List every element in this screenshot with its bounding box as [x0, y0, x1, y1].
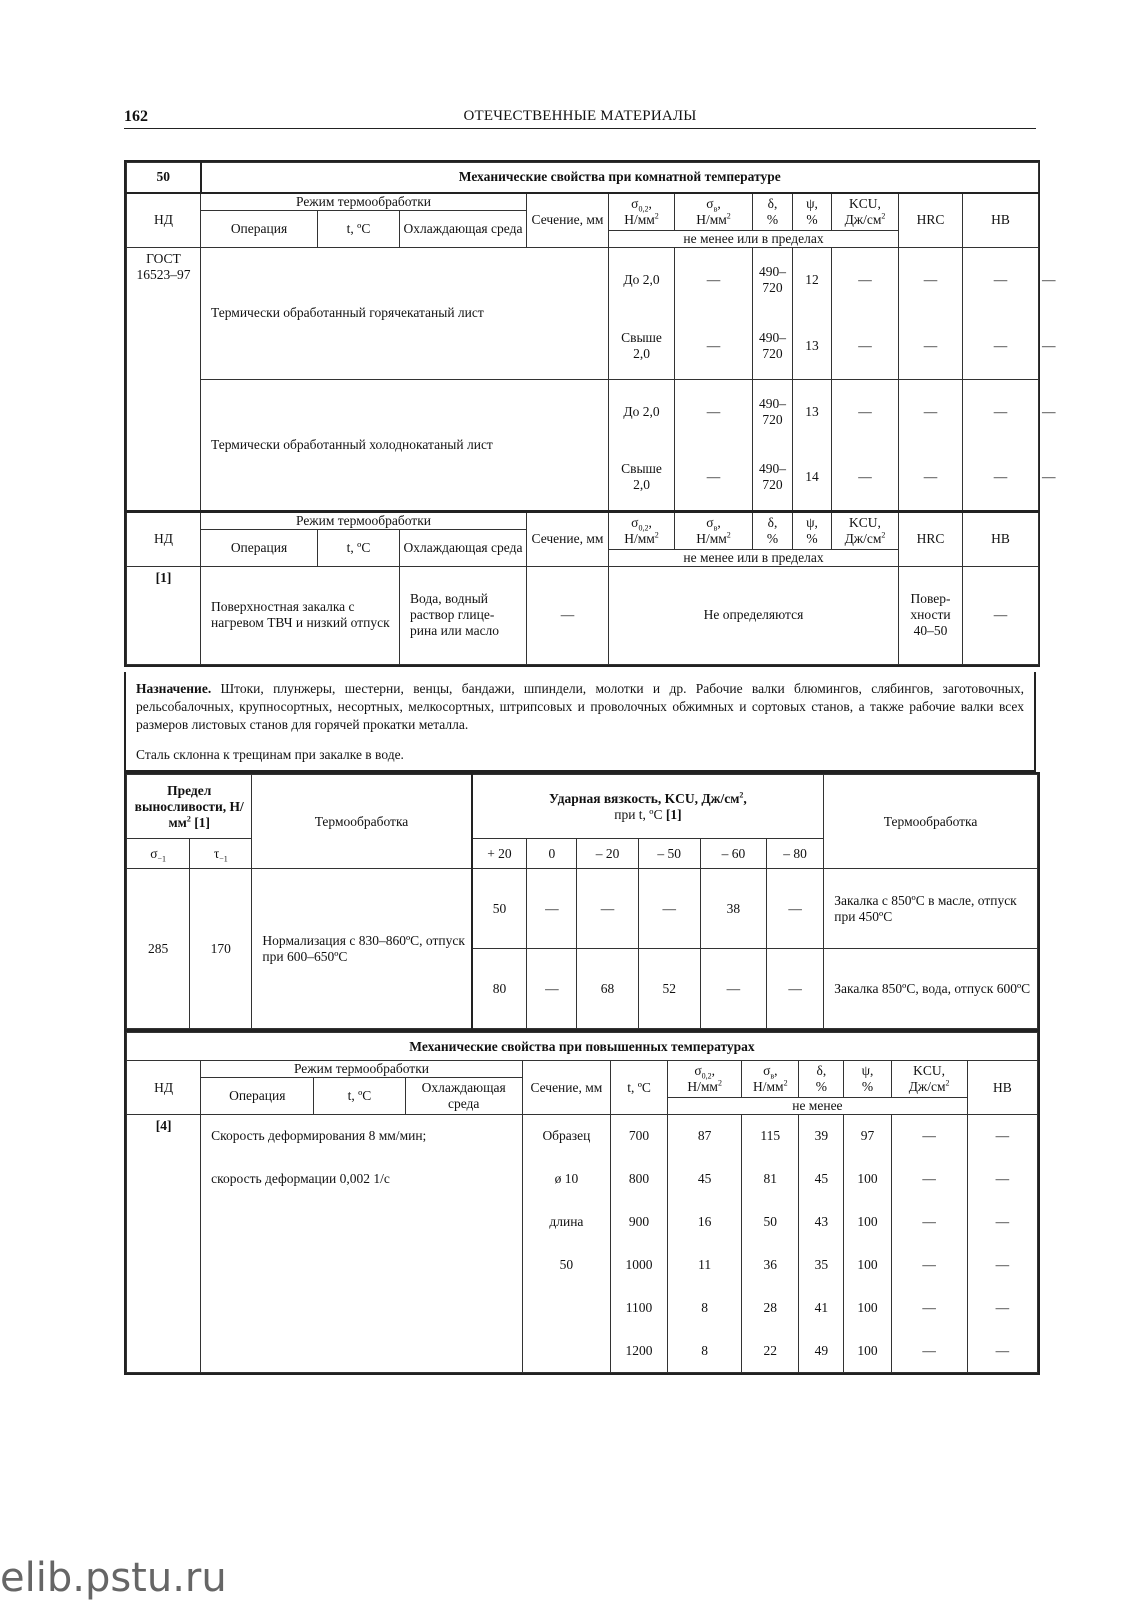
table-cell — [799, 1061, 844, 1098]
text: при t, ºС — [614, 806, 663, 822]
table-row — [127, 1287, 1038, 1330]
op-rate-a: Скорость деформирования 8 мм/мин; — [201, 1115, 523, 1158]
text: 0,2 — [638, 204, 649, 214]
text: % — [861, 1079, 874, 1094]
table-cell: — — [963, 445, 1039, 511]
table-cell: — — [767, 949, 824, 1029]
table-cell: — — [967, 1244, 1037, 1287]
text: 2 — [726, 530, 731, 539]
impact-treatment: Закалка с 850ºС в масле, отпуск при 450ºС — [824, 869, 1038, 949]
table-row — [127, 775, 1038, 839]
table-cell: 50 — [522, 1244, 610, 1287]
text: τ — [213, 845, 220, 861]
table-cell: 490–720 — [753, 445, 793, 511]
text: Предел выносливости, Н/мм — [134, 782, 244, 830]
col-cool-2: Охлаждающая среда — [400, 529, 527, 566]
op-hot-rolled: Термически обработанный горячекатаный лист — [201, 247, 609, 379]
purpose-block — [124, 672, 1036, 772]
col-t-2: t, ºС — [318, 529, 400, 566]
normalization-treatment: Нормализация с 830–860ºС, отпуск при 600–650ºС — [252, 869, 472, 1029]
text: Дж/см — [908, 1079, 946, 1094]
purpose-text: Штоки, плунжеры, шестерни, венцы, бандажи, шпиндели, молотки и др. Рабочие валки блюмингов, слябингов, заготовочных, рельсобалочных, крупносортных, несортных, мелкосортных, штрипсовых и проволочных обжимных и сортовых станов, а также рабочие валки всех размеров листовых станов для горячей прокатки металла. — [136, 681, 1024, 732]
text: [1] — [194, 814, 210, 830]
min-label: не менее — [668, 1098, 968, 1115]
table-row: Термически обработанный холоднокатаный лист До 2,0 — 490–720 13 — — — — — [127, 379, 1039, 445]
tau-header — [190, 839, 252, 869]
table-cell: — — [963, 247, 1039, 313]
table-cell: — — [527, 566, 609, 664]
fatigue-impact-block — [124, 772, 1040, 1031]
table-cell: — — [891, 1158, 967, 1201]
text: в — [713, 204, 718, 214]
purpose-label: Назначение. — [136, 681, 212, 696]
table-cell: — — [967, 1330, 1037, 1373]
purpose-note: Сталь склонна к трещинам при закалке в воде. — [136, 747, 404, 762]
table-cell: — — [963, 379, 1039, 445]
text: KCU, — [849, 514, 881, 530]
table-cell: 35 — [799, 1244, 844, 1287]
table-cell: 68 — [577, 949, 638, 1029]
text: Дж/см — [844, 530, 882, 546]
col-hrc-2: HRC — [899, 511, 963, 566]
table-row — [127, 1330, 1038, 1373]
table-row — [127, 1115, 1038, 1158]
temp-header: – 20 — [577, 839, 638, 869]
sigma-header — [127, 839, 190, 869]
col-delta — [753, 193, 793, 231]
temp-header: – 80 — [767, 839, 824, 869]
text: ψ, — [861, 1063, 874, 1078]
col-section: Сечение, мм — [527, 193, 609, 248]
table-cell: длина — [522, 1201, 610, 1244]
room-temp-table — [126, 162, 1056, 665]
op-rate-b: скорость деформации 0,002 1/с — [201, 1158, 523, 1201]
table-cell: Сечение, мм — [522, 1061, 610, 1115]
tau-value: 170 — [190, 869, 252, 1029]
table-cell — [522, 1330, 610, 1373]
table-cell: 14 — [793, 445, 832, 511]
col-psi-2 — [793, 511, 832, 549]
table-row: ГОСТ 16523–97 Термически обработанный горячекатаный лист До 2,0 — 490–720 12 — — — — — [127, 247, 1039, 313]
table-cell: 100 — [844, 1201, 891, 1244]
table-cell: 1200 — [610, 1330, 667, 1373]
table-cell: — — [675, 247, 753, 313]
high-temp-block — [124, 1030, 1040, 1375]
op-cold-rolled: Термически обработанный холоднокатаный лист — [201, 379, 609, 511]
table-cell: — — [675, 445, 753, 511]
col-sb: $\sigma_в$, $Н/мм^2$ — [675, 193, 753, 231]
treatment-header-2: Термообработка — [824, 775, 1038, 869]
table-cell: — — [967, 1115, 1037, 1158]
table-cell: 87 — [668, 1115, 742, 1158]
col-op-2: Операция — [201, 529, 318, 566]
table-cell — [522, 1287, 610, 1330]
table-row — [127, 1061, 1038, 1078]
table-cell: 100 — [844, 1287, 891, 1330]
table-cell: — — [963, 313, 1039, 379]
text: σ — [706, 195, 714, 211]
text: [1] — [665, 806, 682, 822]
temp-header: 0 — [527, 839, 577, 869]
table-cell: НД — [127, 1061, 201, 1115]
table-row — [127, 511, 1039, 529]
table-cell — [891, 1061, 967, 1098]
text: 2 — [739, 790, 744, 799]
text: δ, — [816, 1063, 827, 1078]
table-cell: — — [577, 869, 638, 949]
table-cell: 100 — [844, 1158, 891, 1201]
table-cell: Свыше 2,0 — [609, 445, 675, 511]
table-cell: — — [891, 1287, 967, 1330]
col-hb: НВ — [963, 193, 1039, 248]
col-op: Операция — [201, 210, 318, 247]
table-cell: 45 — [668, 1158, 742, 1201]
table-cell: 8 — [668, 1330, 742, 1373]
nd-ref-1: [1] — [127, 566, 201, 664]
table-cell: 16 — [668, 1201, 742, 1244]
fatigue-table — [126, 774, 1038, 1029]
col-delta-2 — [753, 511, 793, 549]
table-cell: 490–720 — [753, 313, 793, 379]
table-cell — [201, 1287, 523, 1330]
table-cell: $\sigma_{0,2}$, $Н/мм^2$ — [668, 1061, 742, 1098]
text: −1 — [219, 854, 228, 864]
table-cell — [201, 1244, 523, 1287]
table-cell: 900 — [610, 1201, 667, 1244]
text: σ — [694, 1063, 702, 1078]
table-cell: 12 — [793, 247, 832, 313]
table-cell: — — [967, 1287, 1037, 1330]
text: σ — [706, 514, 714, 530]
table-row — [127, 566, 1039, 664]
table-cell: 800 — [610, 1158, 667, 1201]
table-cell: 8 — [668, 1287, 742, 1330]
col-mode-2: Режим термообработки — [201, 511, 527, 529]
text — [136, 680, 1024, 734]
table-cell: — — [899, 247, 963, 313]
table-cell: 1100 — [610, 1287, 667, 1330]
table-cell: ø 10 — [522, 1158, 610, 1201]
table-cell: 1000 — [610, 1244, 667, 1287]
text: σ — [631, 514, 639, 530]
hrc-surface: Повер- хности 40–50 — [899, 566, 963, 664]
text: 2 — [783, 1078, 788, 1088]
table-cell: 80 — [472, 949, 527, 1029]
text: Н/мм — [687, 1079, 718, 1094]
table-cell: 81 — [742, 1158, 799, 1201]
col-hrc: HRC — [899, 193, 963, 248]
table-cell: 49 — [799, 1330, 844, 1373]
col-section-2: Сечение, мм — [527, 511, 609, 566]
table-cell: 115 — [742, 1115, 799, 1158]
table-cell: 45 — [799, 1158, 844, 1201]
text: 2 — [881, 530, 886, 539]
col-t: t, ºС — [318, 210, 400, 247]
table-cell: Образец — [522, 1115, 610, 1158]
table-cell: 39 — [799, 1115, 844, 1158]
op-surface: Поверхностная закалка с нагревом ТВЧ и низкий отпуск — [201, 566, 400, 664]
text: 2 — [945, 1078, 950, 1088]
table-row — [127, 869, 1038, 949]
col-nd: НД — [127, 193, 201, 248]
table-row — [127, 1033, 1038, 1061]
table-cell: До 2,0 — [609, 379, 675, 445]
table-cell: — — [967, 1201, 1037, 1244]
text: Ударная вязкость, KCU, Дж/см — [549, 790, 740, 806]
text: в — [713, 523, 718, 533]
table-cell: — — [891, 1201, 967, 1244]
temp-header: + 20 — [472, 839, 527, 869]
table-cell: Охлаждающая среда — [405, 1078, 522, 1115]
table-cell: 97 — [844, 1115, 891, 1158]
text: 2 — [654, 211, 659, 220]
page-number: 162 — [124, 108, 148, 125]
table-cell: 490–720 — [753, 247, 793, 313]
table-cell — [201, 1201, 523, 1244]
col-psi — [793, 193, 832, 231]
col-mode: Режим термообработки — [201, 193, 527, 211]
table-cell: — — [891, 1115, 967, 1158]
treatment-header-1: Термообработка — [252, 775, 472, 869]
col-kcu — [832, 193, 899, 231]
text: % — [766, 211, 779, 227]
table-cell: 28 — [742, 1287, 799, 1330]
table-row — [127, 193, 1039, 211]
table-cell: 36 — [742, 1244, 799, 1287]
table-cell: — — [638, 869, 700, 949]
nd-gost: ГОСТ 16523–97 — [127, 247, 201, 511]
nd-ref-4: [4] — [127, 1115, 201, 1373]
col-s02: $\sigma_{0,2}$, $Н/мм^2$ — [609, 193, 675, 231]
text: % — [806, 530, 818, 546]
table-cell: — — [832, 445, 899, 511]
table-cell: — — [899, 379, 963, 445]
table-cell: — — [527, 949, 577, 1029]
table-row: Свыше 2,0 — 490–720 13 — — — — — [127, 313, 1039, 379]
table-cell: 700 — [610, 1115, 667, 1158]
text: ψ, — [806, 514, 818, 530]
text: в — [770, 1071, 775, 1081]
text: 0,2 — [638, 523, 649, 533]
col-kcu-2 — [832, 511, 899, 549]
table-cell: 41 — [799, 1287, 844, 1330]
grade: 50 — [127, 163, 201, 193]
page-header — [124, 106, 1036, 129]
table-cell: — — [832, 313, 899, 379]
limits-label: не менее или в пределах — [609, 230, 899, 247]
table-cell — [844, 1061, 891, 1098]
text: KCU, — [849, 195, 881, 211]
text: σ — [763, 1063, 771, 1078]
col-hb-2: НВ — [963, 511, 1039, 566]
table-cell: До 2,0 — [609, 247, 675, 313]
table-cell: — — [963, 566, 1039, 664]
table-cell: — — [899, 445, 963, 511]
cool-surface: Вода, водный раствор глице- рина или масло — [400, 566, 527, 664]
text: 2 — [717, 1078, 722, 1088]
text: 2 — [654, 530, 659, 539]
text: % — [815, 1079, 828, 1094]
text: 2 — [881, 211, 886, 220]
text: % — [766, 530, 779, 546]
table-cell: 100 — [844, 1244, 891, 1287]
text: δ, — [767, 195, 778, 211]
text: Н/мм — [696, 211, 727, 227]
col-temp: t, ºС — [610, 1061, 667, 1115]
table-row: Свыше 2,0 — 490–720 14 — — — — — [127, 445, 1039, 511]
table-cell: 13 — [793, 313, 832, 379]
text: 2 — [186, 814, 191, 823]
text: σ — [631, 195, 639, 211]
room-temp-title: Механические свойства при комнатной температуре — [201, 163, 1039, 193]
table-row — [127, 163, 1039, 193]
watermark: elib.pstu.ru — [0, 1555, 227, 1601]
text: Н/мм — [624, 211, 655, 227]
table-cell: — — [767, 869, 824, 949]
table-cell: Режим термообработки — [201, 1061, 523, 1078]
text: Н/мм — [753, 1079, 784, 1094]
table-cell: — — [899, 313, 963, 379]
high-temp-table — [126, 1032, 1038, 1373]
text: KCU, — [913, 1063, 946, 1078]
text: % — [806, 211, 818, 227]
text: 0,2 — [701, 1071, 712, 1081]
table-cell: — — [967, 1158, 1037, 1201]
table-cell: — — [891, 1244, 967, 1287]
sigma-value: 285 — [127, 869, 190, 1029]
text: δ, — [767, 514, 778, 530]
table-cell: Свыше 2,0 — [609, 313, 675, 379]
room-temp-block — [124, 160, 1056, 667]
fatigue-limit-header — [127, 775, 252, 839]
high-temp-title: Механические свойства при повышенных температурах — [127, 1033, 1038, 1061]
table-cell: — — [700, 949, 766, 1029]
col-sb-2: $\sigma_в$, $Н/мм^2$ — [675, 511, 753, 549]
table-row — [127, 1244, 1038, 1287]
table-cell: Операция — [201, 1078, 314, 1115]
text: 2 — [726, 211, 731, 220]
not-determined: Не определяются — [609, 566, 899, 664]
text: −1 — [157, 854, 166, 864]
table-cell: 52 — [638, 949, 700, 1029]
text: Н/мм — [624, 530, 655, 546]
table-cell: 11 — [668, 1244, 742, 1287]
running-title: ОТЕЧЕСТВЕННЫЕ МАТЕРИАЛЫ — [463, 108, 697, 124]
text: Ударная вязкость, KCU, $Дж/см^2$, — [549, 790, 747, 806]
impact-treatment: Закалка 850ºС, вода, отпуск 600ºС — [824, 949, 1038, 1029]
col-cool: Охлаждающая среда — [400, 210, 527, 247]
table-cell: 43 — [799, 1201, 844, 1244]
text: σ — [150, 845, 158, 861]
table-cell: 490–720 — [753, 379, 793, 445]
text: Дж/см — [844, 211, 882, 227]
impact-header — [472, 775, 824, 839]
table-cell: — — [675, 313, 753, 379]
table-cell: — — [527, 869, 577, 949]
table-cell: 50 — [742, 1201, 799, 1244]
col-nd-2: НД — [127, 511, 201, 566]
table-cell: 22 — [742, 1330, 799, 1373]
col-s02-2: $\sigma_{0,2}$, $Н/мм^2$ — [609, 511, 675, 549]
text: Н/мм — [696, 530, 727, 546]
table-cell: — — [891, 1330, 967, 1373]
table-cell: — — [675, 379, 753, 445]
table-cell: $\sigma_в$, $Н/мм^2$ — [742, 1061, 799, 1098]
table-cell: 100 — [844, 1330, 891, 1373]
limits-label-2: не менее или в пределах — [609, 549, 899, 566]
table-cell: НВ — [967, 1061, 1037, 1115]
table-cell: 13 — [793, 379, 832, 445]
table-row — [127, 1201, 1038, 1244]
temp-header: – 50 — [638, 839, 700, 869]
table-cell: — — [832, 247, 899, 313]
text: ψ, — [806, 195, 818, 211]
table-cell — [201, 1330, 523, 1373]
table-cell: — — [832, 379, 899, 445]
temp-header: – 60 — [700, 839, 766, 869]
table-cell: t, ºС — [314, 1078, 405, 1115]
table-cell: 38 — [700, 869, 766, 949]
table-cell: 50 — [472, 869, 527, 949]
table-row — [127, 1158, 1038, 1201]
